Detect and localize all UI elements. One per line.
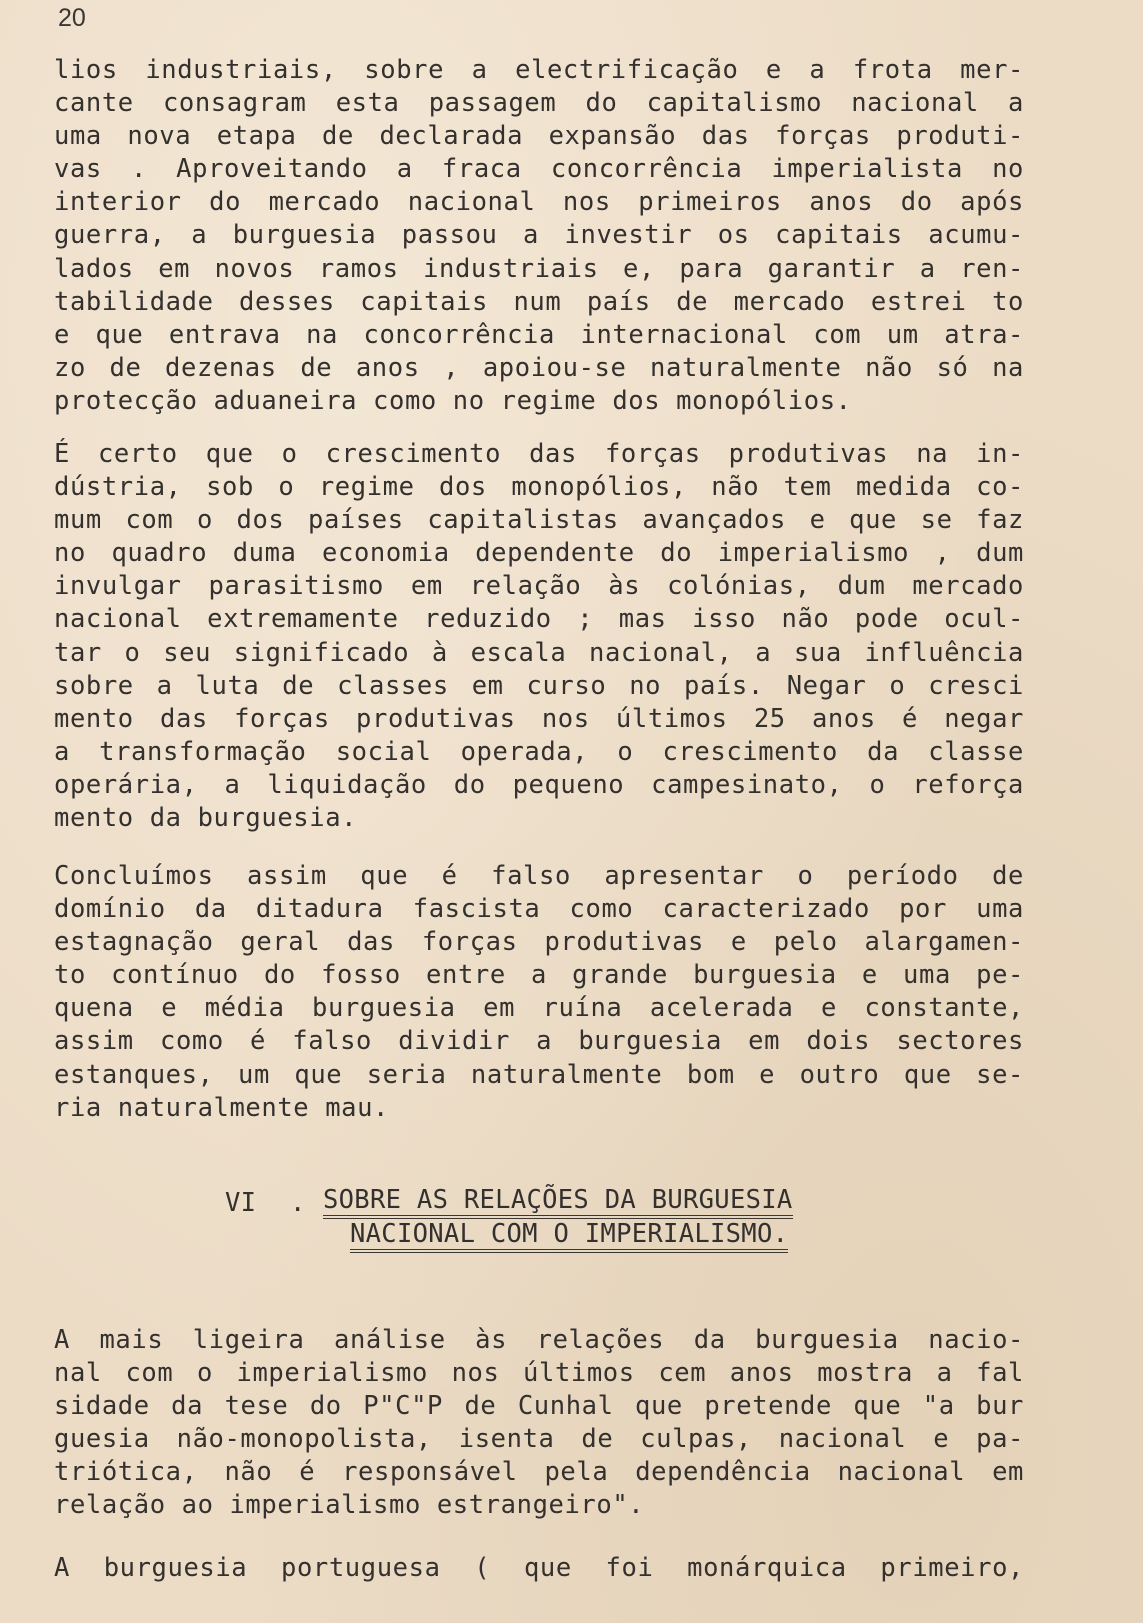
text-line: assim como é falso dividir a burguesia em dois sectores bbox=[54, 1026, 1024, 1057]
page-number: 20 bbox=[58, 4, 86, 32]
text-line: relação ao imperialismo estrangeiro". bbox=[54, 1490, 645, 1521]
section-separator: . bbox=[290, 1188, 306, 1218]
text-line: cante consagram esta passagem do capitalismo nacional a bbox=[54, 88, 1024, 119]
paragraph-bourgeoisie-imperialism bbox=[54, 1324, 1024, 1523]
paragraph-industrial-expansion bbox=[54, 54, 1024, 418]
text-line: tabilidade desses capitais num país de mercado estrei to bbox=[54, 286, 1024, 317]
text-line: tar o seu significado à escala nacional, a sua influência bbox=[54, 637, 1024, 668]
text-line: dústria, sob o regime dos monopólios, não tem medida co- bbox=[54, 472, 1024, 503]
text-line: guesia não-monopolista, isenta de culpas, nacional e pa- bbox=[54, 1424, 1024, 1455]
text-line: estanques, um que seria naturalmente bom e outro que se- bbox=[54, 1059, 1024, 1090]
text-line: quena e média burguesia em ruína acelerada e constante, bbox=[54, 993, 1024, 1024]
section-title-line-1: SOBRE AS RELAÇÕES DA BURGUESIA bbox=[323, 1186, 793, 1219]
text-line: A burguesia portuguesa ( que foi monárquica primeiro, bbox=[54, 1553, 1024, 1583]
text-line: nacional extremamente reduzido ; mas isso não pode ocul- bbox=[54, 604, 1024, 635]
text-line: e que entrava na concorrência internacional com um atra- bbox=[54, 319, 1024, 350]
text-line: A mais ligeira análise às relações da burguesia nacio- bbox=[54, 1325, 1024, 1355]
text-line: vas . Aproveitando a fraca concorrência imperialista no bbox=[54, 154, 1024, 185]
text-line: mento das forças produtivas nos últimos 25 anos é negar bbox=[54, 703, 1024, 734]
text-line: guerra, a burguesia passou a investir os capitais acumu- bbox=[54, 220, 1024, 251]
text-line: É certo que o crescimento das forças produtivas na in- bbox=[54, 439, 1024, 469]
text-line: protecção aduaneira como no regime dos monopólios. bbox=[54, 385, 852, 416]
text-line: a transformação social operada, o crescimento da classe bbox=[54, 736, 1024, 767]
text-line: invulgar parasitismo em relação às colónias, dum mercado bbox=[54, 571, 1024, 602]
section-title-line-2: NACIONAL COM O IMPERIALISMO. bbox=[350, 1220, 788, 1253]
paragraph-conclusion bbox=[54, 860, 1024, 1125]
text-line: interior do mercado nacional nos primeiros anos do após bbox=[54, 187, 1024, 218]
text-line: zo de dezenas de anos , apoiou-se naturalmente não só na bbox=[54, 352, 1024, 383]
text-line: to contínuo do fosso entre a grande burguesia e uma pe- bbox=[54, 960, 1024, 991]
text-line: ria naturalmente mau. bbox=[54, 1092, 389, 1123]
paragraph-portuguese-bourgeoisie bbox=[54, 1552, 1024, 1585]
section-numeral: VI bbox=[225, 1188, 257, 1218]
text-line: triótica, não é responsável pela dependência nacional em bbox=[54, 1457, 1024, 1488]
text-line: estagnação geral das forças produtivas e pelo alargamen- bbox=[54, 927, 1024, 958]
text-line: sobre a luta de classes em curso no país. Negar o cresci bbox=[54, 670, 1024, 701]
text-line: domínio da ditadura fascista como caracterizado por uma bbox=[54, 894, 1024, 925]
text-line: operária, a liquidação do pequeno campesinato, o reforça bbox=[54, 769, 1024, 800]
text-line: lios industriais, sobre a electrificação e a frota mer- bbox=[54, 55, 1024, 85]
text-line: Concluímos assim que é falso apresentar o período de bbox=[54, 861, 1024, 891]
text-line: sidade da tese do P"C"P de Cunhal que pretende que "a bur bbox=[54, 1391, 1024, 1422]
text-line: nal com o imperialismo nos últimos cem anos mostra a fal bbox=[54, 1358, 1024, 1389]
text-line: lados em novos ramos industriais e, para garantir a ren- bbox=[54, 253, 1024, 284]
text-line: mento da burguesia. bbox=[54, 803, 358, 834]
paragraph-monopoly-growth bbox=[54, 438, 1024, 835]
text-line: mum com o dos países capitalistas avançados e que se faz bbox=[54, 505, 1024, 536]
text-line: no quadro duma economia dependente do imperialismo , dum bbox=[54, 538, 1024, 569]
text-line: uma nova etapa de declarada expansão das forças produti- bbox=[54, 121, 1024, 152]
